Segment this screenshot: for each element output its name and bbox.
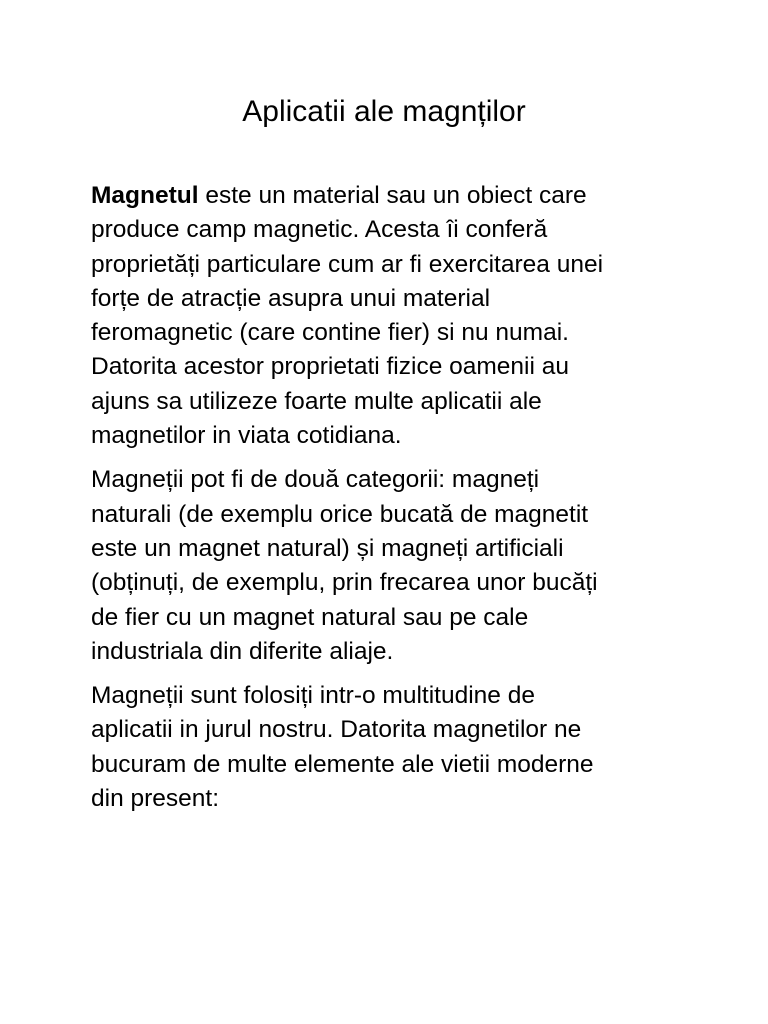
text-line: (obținuți, de exemplu, prin frecarea unor bucăți bbox=[91, 569, 598, 597]
text-line: feromagnetic (care contine fier) si nu numai. bbox=[91, 319, 569, 347]
text-line: din present: bbox=[91, 785, 220, 813]
text-line: forțe de atracție asupra unui material bbox=[91, 284, 491, 312]
text-line: naturali (de exemplu orice bucată de magnetit bbox=[91, 500, 589, 528]
text-line: Magneții sunt folosiți intr-o multitudine de bbox=[91, 682, 535, 710]
text-line: Magnetul este un material sau un obiect care bbox=[91, 182, 587, 209]
text-line: proprietăți particulare cum ar fi exercitarea unei bbox=[91, 250, 604, 278]
text-line: Magneții pot fi de două categorii: magneți bbox=[91, 466, 540, 494]
text-line: produce camp magnetic. Acesta îi conferă bbox=[91, 216, 548, 244]
text-line: aplicatii in jurul nostru. Datorita magnetilor ne bbox=[91, 716, 582, 744]
text-line: de fier cu un magnet natural sau pe cale bbox=[91, 603, 529, 631]
paragraph-magnet-definition bbox=[91, 179, 691, 453]
document-title: Aplicatii ale magnților bbox=[242, 95, 526, 128]
text-line: Datorita acestor proprietati fizice oamenii au bbox=[91, 353, 569, 381]
text-line: industriala din diferite aliaje. bbox=[91, 637, 394, 665]
document-body bbox=[91, 179, 691, 816]
paragraph-magnet-uses bbox=[91, 679, 691, 816]
text-line: magnetilor in viata cotidiana. bbox=[91, 422, 402, 450]
text-line: ajuns sa utilizeze foarte multe aplicatii ale bbox=[91, 387, 542, 415]
text-line: este un magnet natural) și magneți artificiali bbox=[91, 534, 564, 562]
text-line: bucuram de multe elemente ale vietii moderne bbox=[91, 750, 594, 778]
paragraph-magnet-categories bbox=[91, 463, 691, 669]
bold-term: Magnetul bbox=[91, 182, 199, 209]
